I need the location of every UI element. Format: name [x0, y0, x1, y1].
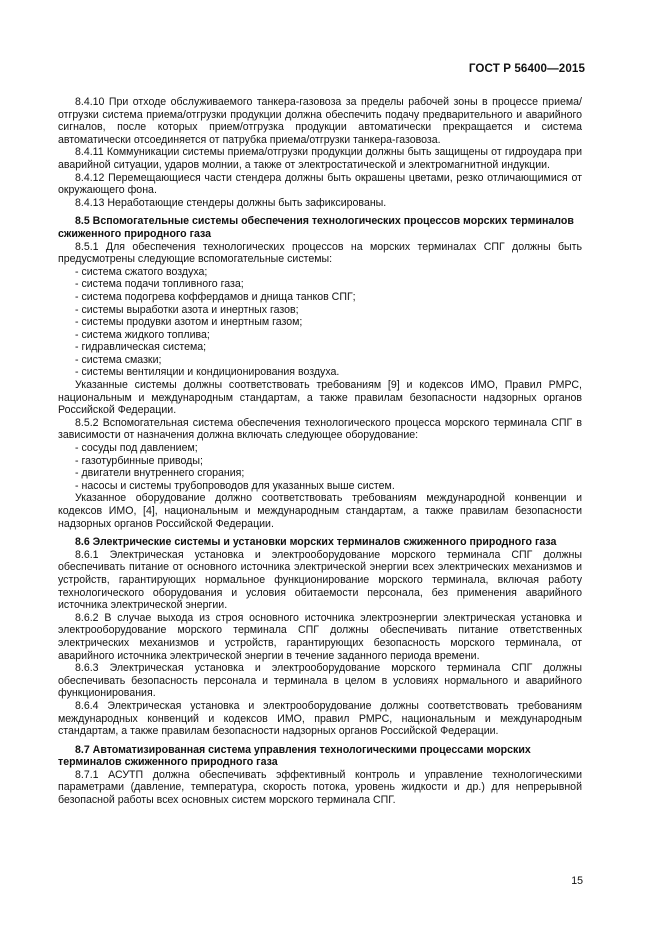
list-item: - системы выработки азота и инертных газов; — [75, 303, 299, 316]
paragraph-8-4-12: 8.4.12 Перемещающиеся части стендера должны быть окрашены цветами, резко отличающимися от окружающего фона. — [58, 171, 582, 197]
paragraph-8-6-4: 8.6.4 Электрическая установка и электрооборудование должны соответствовать требованиям международных конвенций и кодексов ИМО, правил РМРС, национальным и международным стандартам, а также правилам безопасности надзорных органов Российской Федерации. — [58, 699, 582, 738]
paragraph-8-6-3: 8.6.3 Электрическая установка и электрооборудование морского терминала СПГ должны обеспечивать безопасность персонала и терминала в целом в условиях нормального и аварийного функционирования. — [58, 662, 582, 700]
section-heading-8-7: 8.7 Автоматизированная система управления технологическими процессами морских терминалов сжиженного природного газа — [58, 743, 531, 769]
paragraph-8-4-10: 8.4.10 При отходе обслуживаемого танкера-газовоза за пределы рабочей зоны в процессе приема/отгрузки система приема/отгрузки продукции должна обеспечить подачу предварительного и аварийного сигналов, после которых прием/отгрузка продукции автоматически прекращается и система автоматически отсоединяется от патрубка приема/отгрузки танкера-газовоза. — [58, 96, 582, 146]
section-heading-8-5: 8.5 Вспомогательные системы обеспечения технологических процессов морских терминалов сжиженного природного газа — [58, 215, 574, 240]
list-item: - система смазки; — [75, 353, 162, 366]
list-item: - системы вентиляции и кондиционирования воздуха. — [75, 366, 340, 379]
list-item: - газотурбинные приводы; — [75, 454, 203, 467]
paragraph-8-7-1: 8.7.1 АСУТП должна обеспечивать эффективный контроль и управление технологическими параметрами (давление, температура, скорость потока, уровень жидкости и др.) для непрерывной безопасной работы всех основных систем морского терминала СПГ. — [58, 768, 582, 807]
list-item: - гидравлическая система; — [75, 341, 207, 354]
paragraph-8-4-11: 8.4.11 Коммуникации системы приема/отгрузки продукции должны быть защищены от гидроудара при аварийной ситуации, ударов молнии, а также от электростатической и электромагнитной индукции. — [58, 146, 582, 171]
list-item: - система сжатого воздуха; — [75, 265, 208, 278]
paragraph-8-5-1: 8.5.1 Для обеспечения технологических процессов на морских терминалах СПГ должны быть предусмотрены следующие вспомогательные системы: — [58, 240, 582, 266]
document-body — [58, 96, 582, 807]
list-item: - двигатели внутреннего сгорания; — [75, 467, 245, 480]
paragraph-8-5-2: 8.5.2 Вспомогательная система обеспечения технологического процесса морского терминала СПГ в зависимости от назначения должна включать следующее оборудование: — [58, 416, 582, 442]
list-item: - сосуды под давлением; — [75, 442, 198, 455]
document-code: ГОСТ Р 56400—2015 — [468, 62, 585, 75]
list-item: - система жидкого топлива; — [75, 328, 210, 341]
list-item: - система подачи топливного газа; — [75, 278, 244, 291]
list-item: - система подогрева коффердамов и днища танков СПГ; — [75, 290, 356, 303]
paragraph-8-4-13: 8.4.13 Неработающие стендеры должны быть зафиксированы. — [75, 196, 387, 209]
page-number: 15 — [571, 875, 583, 887]
paragraph-8-5-2-requirements: Указанное оборудование должно соответствовать требованиям международной конвенции и кодексов ИМО, [4], национальным и международным стандартам, а также правилам безопасности надзорных органов Российской Федерации. — [58, 492, 582, 530]
paragraph-8-6-1: 8.6.1 Электрическая установка и электрооборудование морского терминала СПГ должны обеспечивать питание от основного источника электрической энергии всех электрических механизмов и устройств, гарантирующих нормальное функционирование морского терминала, включая работу технологического оборудования и условия обитаемости персонала, без применения аварийного источника электрической энергии. — [58, 548, 582, 612]
equipment-list — [58, 442, 582, 492]
auxiliary-systems-list — [58, 266, 582, 379]
paragraph-8-6-2: 8.6.2 В случае выхода из строя основного источника электроэнергии электрическая установка и электрооборудование морского терминала СПГ должны обеспечивать питание ответственных электрических механизмов и устройств, гарантирующих безопасность морского терминала, от аварийного источника электрической энергии в течение заданного периода времени. — [58, 611, 582, 662]
list-item: - насосы и системы трубопроводов для указанных выше систем. — [75, 479, 395, 492]
paragraph-8-5-1-requirements: Указанные системы должны соответствовать требованиям [9] и кодексов ИМО, Правил РМРС, национальным и международным стандартам, а также правилам безопасности надзорных органов Российской Федерации. — [58, 379, 582, 417]
section-heading-8-6: 8.6 Электрические системы и установки морских терминалов сжиженного природного газа — [75, 536, 557, 549]
list-item: - системы продувки азотом и инертным газом; — [75, 316, 303, 329]
